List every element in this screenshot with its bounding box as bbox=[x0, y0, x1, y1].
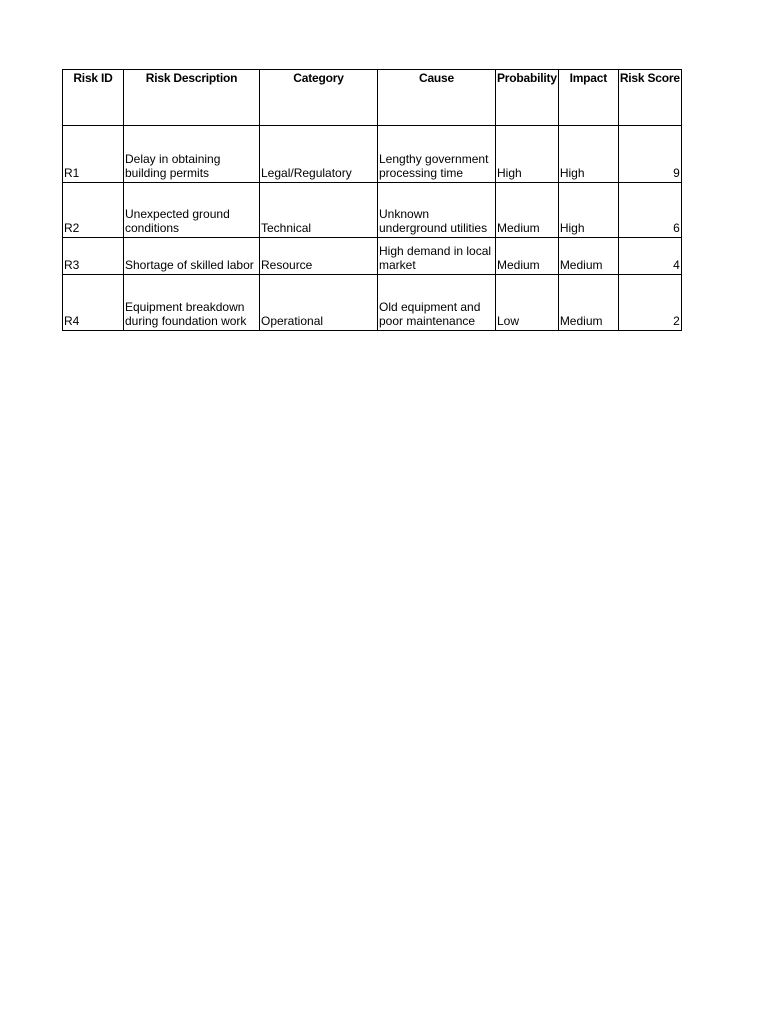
cell-cause[interactable]: High demand in local market bbox=[378, 238, 496, 275]
header-probability[interactable]: Probability bbox=[496, 70, 559, 126]
cell-risk-description[interactable]: Equipment breakdown during foundation work bbox=[124, 275, 260, 331]
cell-category[interactable]: Operational bbox=[260, 275, 378, 331]
cell-impact[interactable]: High bbox=[558, 183, 618, 238]
header-risk-score[interactable]: Risk Score bbox=[618, 70, 681, 126]
cell-impact[interactable]: High bbox=[558, 126, 618, 183]
cell-impact[interactable]: Medium bbox=[558, 275, 618, 331]
header-row bbox=[63, 70, 682, 126]
table-row bbox=[63, 275, 682, 331]
header-category[interactable]: Category bbox=[260, 70, 378, 126]
cell-risk-score[interactable]: 2 bbox=[618, 275, 681, 331]
cell-category[interactable]: Legal/Regulatory bbox=[260, 126, 378, 183]
cell-probability[interactable]: High bbox=[496, 126, 559, 183]
risk-register-table bbox=[62, 69, 682, 331]
header-cause[interactable]: Cause bbox=[378, 70, 496, 126]
cell-risk-description[interactable]: Unexpected ground conditions bbox=[124, 183, 260, 238]
cell-probability[interactable]: Medium bbox=[496, 183, 559, 238]
cell-risk-score[interactable]: 9 bbox=[618, 126, 681, 183]
cell-risk-description[interactable]: Delay in obtaining building permits bbox=[124, 126, 260, 183]
cell-category[interactable]: Resource bbox=[260, 238, 378, 275]
table-row bbox=[63, 238, 682, 275]
cell-cause[interactable]: Old equipment and poor maintenance bbox=[378, 275, 496, 331]
cell-impact[interactable]: Medium bbox=[558, 238, 618, 275]
spreadsheet-sheet bbox=[62, 69, 682, 331]
cell-probability[interactable]: Low bbox=[496, 275, 559, 331]
cell-category[interactable]: Technical bbox=[260, 183, 378, 238]
cell-cause[interactable]: Unknown underground utilities bbox=[378, 183, 496, 238]
header-risk-description[interactable]: Risk Description bbox=[124, 70, 260, 126]
cell-risk-id[interactable]: R2 bbox=[63, 183, 124, 238]
cell-risk-score[interactable]: 6 bbox=[618, 183, 681, 238]
table-row bbox=[63, 183, 682, 238]
cell-cause[interactable]: Lengthy government processing time bbox=[378, 126, 496, 183]
cell-probability[interactable]: Medium bbox=[496, 238, 559, 275]
cell-risk-score[interactable]: 4 bbox=[618, 238, 681, 275]
cell-risk-id[interactable]: R4 bbox=[63, 275, 124, 331]
header-impact[interactable]: Impact bbox=[558, 70, 618, 126]
table-row bbox=[63, 126, 682, 183]
header-risk-id[interactable]: Risk ID bbox=[63, 70, 124, 126]
cell-risk-id[interactable]: R3 bbox=[63, 238, 124, 275]
cell-risk-description[interactable]: Shortage of skilled labor bbox=[124, 238, 260, 275]
cell-risk-id[interactable]: R1 bbox=[63, 126, 124, 183]
